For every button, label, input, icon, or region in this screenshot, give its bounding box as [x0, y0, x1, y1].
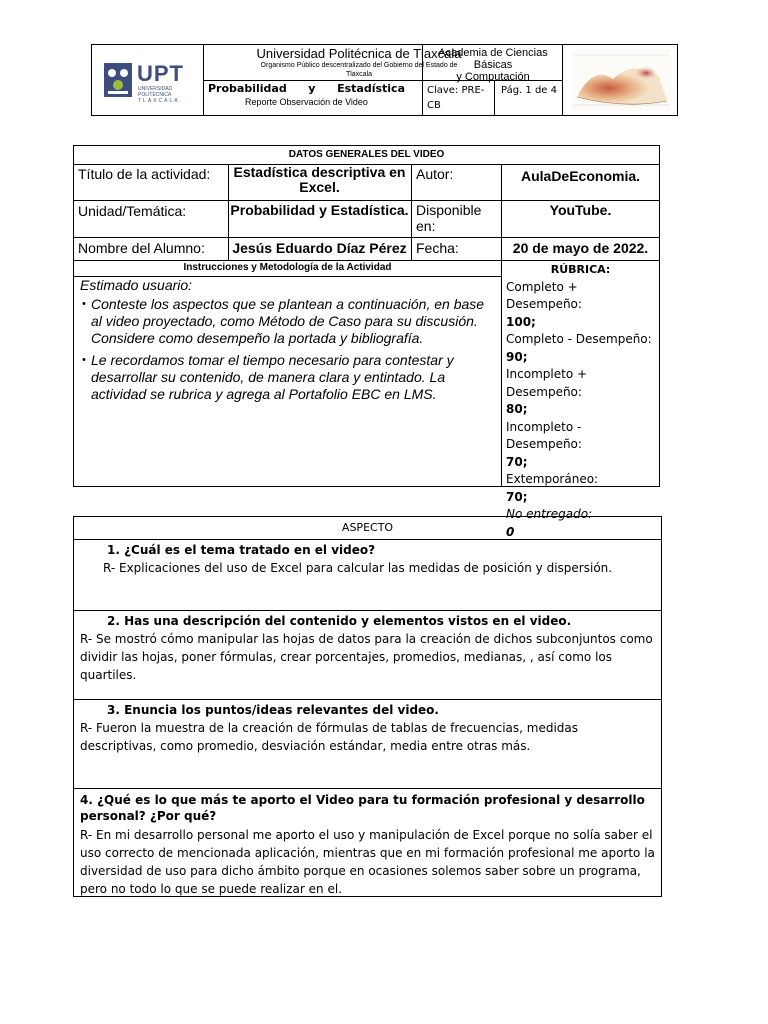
rubric	[501, 261, 659, 539]
student-value: Jesús Eduardo Díaz Pérez	[228, 238, 410, 260]
logo-sub-3: TLAXCALA	[138, 98, 180, 104]
aspect-question-3: 3. Enuncia los puntos/ideas relevantes del video.	[107, 703, 439, 717]
rubric-label-2: Completo - Desempeño:	[506, 332, 652, 346]
university-logo	[92, 45, 203, 115]
rubric-label-5: Extemporáneo:	[506, 472, 599, 486]
organism-description: Organismo Público descentralizado del Gobierno del Estado de Tlaxcala	[260, 62, 458, 78]
author-value: AulaDeEconomia.	[501, 164, 659, 200]
logo-sub-2: POLITÉCNICA	[138, 92, 172, 98]
report-type: Reporte Observación de Video	[245, 97, 368, 107]
aspects-heading: ASPECTO	[74, 517, 661, 540]
instruction-bullet-2: • Le recordamos tomar el tiempo necesario para contestar y desarrollar su contenido, de manera clara y entintado. La actividad se rubrica y agrega al Portafolio EBC en LMS.	[80, 352, 498, 403]
rubric-value-5: 70;	[506, 489, 528, 504]
aspect-answer-2: R- Se mostró cómo manipular las hojas de datos para la creación de dichos subconjuntos como dividir las hojas, poner fórmulas, crear porcentajes, promedios, medianas, , así como los quartiles.	[80, 632, 653, 682]
aspect-answer-3: R- Fueron la muestra de la creación de fórmulas de tablas de frecuencias, medidas descriptivas, como promedio, desviación estándar, media entre otras más.	[80, 721, 579, 753]
aspect-answer-1: R- Explicaciones del uso de Excel para calcular las medidas de posición y dispersión.	[103, 561, 613, 575]
document-header	[91, 44, 678, 116]
rubric-value-6: 0	[506, 524, 515, 539]
rubric-value-2: 90;	[506, 349, 528, 364]
aspect-question-1: 1. ¿Cuál es el tema tratado en el video?	[107, 543, 376, 557]
subject-title: Probabilidad y Estadística	[208, 82, 405, 95]
rubric-label-6: No entregado:	[506, 507, 593, 521]
date-value: 20 de mayo de 2022.	[501, 238, 659, 260]
author-label: Autor:	[411, 164, 501, 200]
aspect-item-1	[74, 540, 661, 611]
logo-sub-1: UNIVERSIDAD	[138, 86, 173, 92]
academy-line-2: y Computación	[456, 71, 530, 83]
instructions-heading: Instrucciones y Metodología de la Actividad	[74, 261, 501, 277]
upt-emblem-icon	[102, 59, 134, 101]
aspect-item-2	[74, 611, 661, 700]
activity-title-label: Título de la actividad:	[78, 166, 211, 182]
date-label: Fecha:	[411, 238, 501, 260]
academy-line-1: Academia de Ciencias Básicas	[438, 47, 548, 71]
instruction-bullet-1: • Conteste los aspectos que se plantean a continuación, en base al video proyectado, como Método de Caso para su discusión. Considere como desempeño la portada y bibliografía.	[80, 296, 498, 347]
unit-value: Probabilidad y Estadística.	[228, 201, 410, 237]
student-label: Nombre del Alumno:	[78, 240, 205, 256]
instruction-text-1: Conteste los aspectos que se plantean a continuación, en base al video proyectado, como Método de Caso para su discusión. Considere como desempeño la portada y bibliografía.	[91, 296, 485, 346]
surface-plot-image	[562, 45, 678, 115]
clave-label: Clave: PRE-CB	[427, 85, 485, 111]
unit-label: Unidad/Temática:	[78, 203, 187, 219]
logo-text: UPT	[137, 61, 184, 86]
rubric-value-3: 80;	[506, 402, 528, 416]
rubric-label-3: Incompleto + Desempeño:	[506, 367, 588, 399]
rubric-heading: RÚBRICA:	[550, 263, 611, 276]
aspect-item-3	[74, 700, 661, 789]
page-number: Pág. 1 de 4	[501, 85, 557, 96]
aspect-answer-4: R- En mi desarrollo personal me aporto el uso y manipulación de Excel porque no solía saber el uso correcto de mencionada aplicación, mientras que en mi formación profesional me aporto la diversidad de uso para dicho ámbito porque en ocasiones solemos saber sobre un programa, pero no todo lo que se puede realizar en el.	[80, 828, 655, 896]
instruction-text-2: Le recordamos tomar el tiempo necesario para contestar y desarrollar su contenido, de manera clara y entintado. La actividad se rubrica y agrega al Portafolio EBC en LMS.	[91, 352, 454, 402]
rubric-label-1: Completo + Desempeño:	[506, 279, 582, 311]
aspect-question-4: 4. ¿Qué es lo que más te aporto el Video para tu formación profesional y desarrollo personal? ¿Por qué?	[80, 793, 645, 823]
aspect-question-2: 2. Has una descripción del contenido y elementos vistos en el video.	[107, 614, 572, 628]
rubric-value-1: 100;	[506, 314, 536, 329]
available-label: Disponible en:	[411, 201, 501, 237]
aspects-table	[73, 516, 662, 897]
general-data-table	[73, 145, 660, 539]
available-value: YouTube.	[501, 201, 659, 237]
rubric-label-4: Incompleto - Desempeño:	[506, 419, 582, 451]
general-heading: DATOS GENERALES DEL VIDEO	[74, 146, 659, 165]
university-name: Universidad Politécnica de Tlaxcala	[256, 46, 462, 61]
greeting: Estimado usuario:	[80, 277, 193, 293]
surface-plot-icon	[563, 45, 678, 115]
aspect-item-4	[74, 789, 661, 896]
rubric-value-4: 70;	[506, 454, 528, 469]
activity-title-value: Estadística descriptiva en Excel.	[228, 164, 410, 200]
